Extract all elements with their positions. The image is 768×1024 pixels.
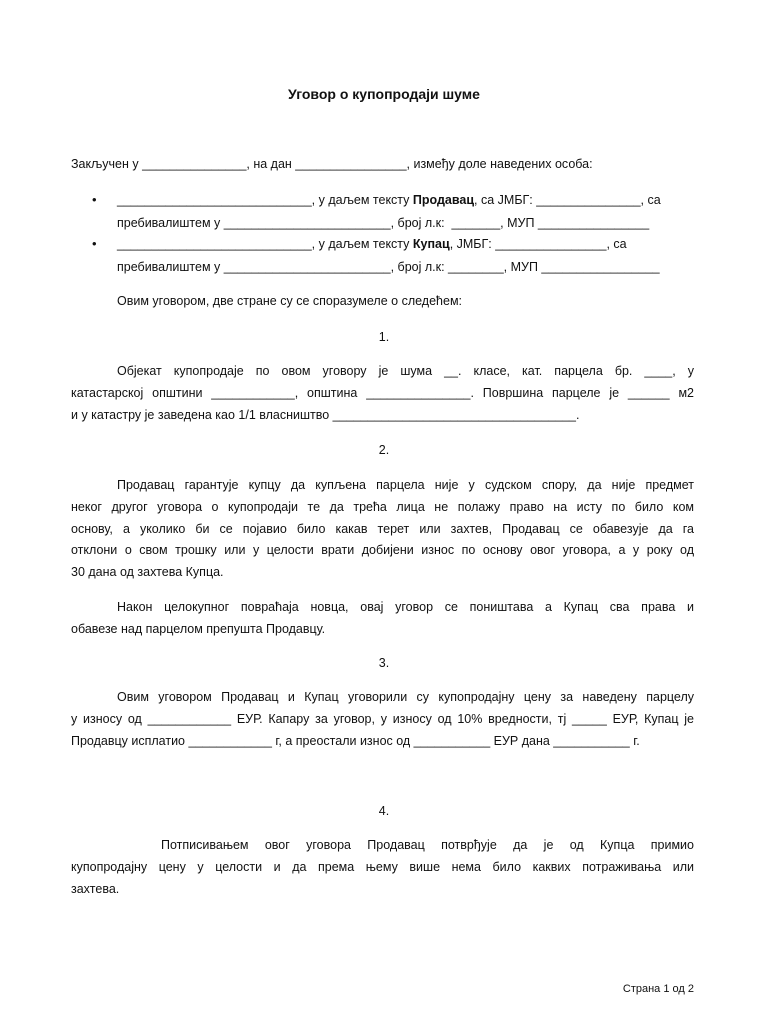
s2-p2-line2: обавезе над парцелом препушта Продавцу. <box>71 622 326 636</box>
section-number: 3. <box>378 656 390 670</box>
s1-line1: Објекат купопродаје по овом уговору је шума __. класе, кат. парцела бр. ____, у <box>117 364 694 378</box>
s3-line1: Овим уговором Продавац и Купац уговорили су купопродајну цену за наведену парцелу <box>117 690 694 704</box>
s1-line2: катастарској општини ____________, општина _______________. Површина парцеле је ______ м2 <box>71 386 694 400</box>
bullet-icon: • <box>92 192 97 207</box>
s2-line4: отклони о свом трошку или у целости врати добијени износ по основу овог уговора, а у року од <box>71 543 694 557</box>
s3-line3: Продавцу исплатио ____________ г, а преостали износ од ___________ ЕУР дана ___________ г. <box>71 734 640 748</box>
intro-line: Закључен у _______________, на дан ________________, између доле наведених особа: <box>71 157 593 171</box>
party1-line2: пребивалиштем у ________________________, број л.к: _______, МУП ________________ <box>117 216 650 230</box>
page-number: Страна 1 од 2 <box>622 983 694 995</box>
party1-text-c: , са ЈМБГ: _______________, са <box>474 193 661 207</box>
s2-line3: основу, а уколико би се појавио било какав терет или захтев, Продавац се обавезује да га <box>71 522 694 536</box>
s2-line1: Продавац гарантује купцу да купљена парцела није у судском спору, да није предмет <box>117 478 694 492</box>
s4-line2: купопродајну цену у целости и да према њему више нема било каквих потраживања или <box>71 860 694 874</box>
party2-line1 <box>117 236 694 252</box>
s2-line2: неког другог уговора о купопродаји те да трећа лица не полажу право на исту по било ком <box>71 500 694 514</box>
section-number: 4. <box>378 804 390 818</box>
agreed-line: Овим уговором, две стране су се споразумеле о следећем: <box>117 294 463 308</box>
party2-text-a: ____________________________, у даљем тексту <box>117 237 413 251</box>
s1-line3: и у катастру је заведена као 1/1 власништво ___________________________________. <box>71 408 580 422</box>
party2-line2: пребивалиштем у ________________________, број л.к: ________, МУП _________________ <box>117 260 660 274</box>
section-number: 2. <box>378 443 390 457</box>
party2-text-c: , ЈМБГ: ________________, са <box>449 237 627 251</box>
document-title: Уговор о купопродаји шуме <box>288 86 480 102</box>
s2-p2-line1: Након целокупног повраћаја новца, овај уговор се поништава а Купац сва права и <box>117 600 694 614</box>
s4-line3: захтева. <box>71 882 120 896</box>
s4-line1: Потписивањем овог уговора Продавац потврђује да је од Купца примио <box>161 838 694 852</box>
section-number: 1. <box>378 330 390 344</box>
s2-line5: 30 дана од захтева Купца. <box>71 565 224 579</box>
party1-role: Продавац <box>412 193 475 207</box>
party1-text-a: ____________________________, у даљем тексту <box>117 193 413 207</box>
bullet-icon: • <box>92 236 97 251</box>
s3-line2: у износу од ____________ ЕУР. Капару за уговор, у износу од 10% вредности, тј _____ ЕУР, Купац је <box>71 712 694 726</box>
party2-role: Купац <box>412 237 450 251</box>
party1-line1 <box>117 192 694 208</box>
